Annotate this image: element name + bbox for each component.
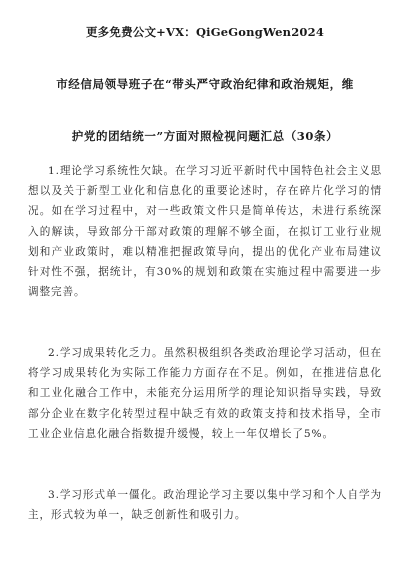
document-title-line-2: 护党的团结统一”方面对照检视问题汇总（30条） [71, 129, 339, 143]
paragraph-2 [28, 343, 382, 444]
header-note: 更多免费公文+VX：QiGeGongWen2024 [85, 25, 325, 39]
paragraph-3-text: 3.学习形式单一僵化。政治理论学习主要以集中学习和个人自学为主，形式较为单一，缺乏创新性和吸引力。 [28, 489, 382, 522]
paragraph-1 [28, 161, 382, 302]
paragraph-3 [28, 485, 382, 525]
paragraph-2-text: 2.学习成果转化乏力。虽然积极组织各类政治理论学习活动，但在将学习成果转化为实际工作能力方面存在不足。例如，在推进信息化和工业化融合工作中，未能充分运用所学的理论知识指导实践，导致部分企业在数字化转型过程中缺乏有效的政策支持和技术指导，全市工业企业信息化融合指数提升缓慢，较上一年仅增长了5%。 [28, 347, 382, 440]
paragraph-1-text: 1.理论学习系统性欠缺。在学习习近平新时代中国特色社会主义思想以及关于新型工业化和信息化的重要论述时，存在碎片化学习的情况。如在学习过程中，对一些政策文件只是简单传达，未进行系统深入的解读，导致部分干部对政策的理解不够全面，在拟订工业行业规划和产业政策时，难以精准把握政策导向，提出的优化产业布局建议针对性不强，据统计，有30%的规划和政策在实施过程中需要进一步调整完善。 [28, 165, 382, 299]
document-title-line-1: 市经信局领导班子在“带头严守政治纪律和政治规矩，维 [56, 77, 354, 91]
